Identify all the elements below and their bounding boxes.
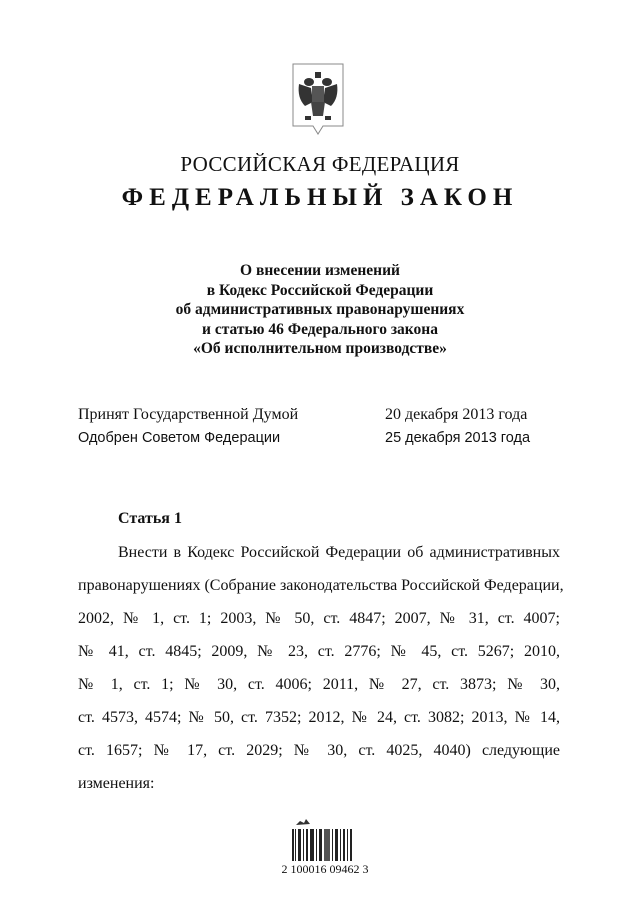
body-line: правонарушениях (Собрание законодательства Российской Федерации, — [78, 577, 564, 594]
title-line: об административных правонарушениях — [175, 301, 465, 318]
approved-council-label: Одобрен Советом Федерации — [78, 430, 281, 446]
title-line: «Об исполнительном производстве» — [193, 340, 447, 357]
country-heading: РОССИЙСКАЯ ФЕДЕРАЦИЯ — [180, 152, 460, 176]
body-line: № 41, ст. 4845; 2009, № 23, ст. 2776; № 45, ст. 5267; 2010, — [78, 643, 560, 660]
body-line: ст. 4573, 4574; № 50, ст. 7352; 2012, № 24, ст. 3082; 2013, № 14, — [78, 709, 560, 726]
barcode — [290, 815, 354, 865]
article-body — [78, 543, 564, 807]
body-line: 2002, № 1, ст. 1; 2003, № 50, ст. 4847; 2007, № 31, ст. 4007; — [78, 610, 560, 627]
approved-council-date: 25 декабря 2013 года — [385, 430, 531, 446]
body-line: Внести в Кодекс Российской Федерации об административных — [118, 544, 560, 561]
law-title — [0, 261, 640, 359]
body-line: № 1, ст. 1; № 30, ст. 4006; 2011, № 27, ст. 3873; № 30, — [78, 676, 560, 693]
adopted-duma-label: Принят Государственной Думой — [78, 406, 299, 423]
law-type-heading: ФЕДЕРАЛЬНЫЙ ЗАКОН — [121, 184, 519, 211]
body-line: ст. 1657; № 17, ст. 2029; № 30, ст. 4025, 4040) следующие — [78, 742, 560, 759]
coat-of-arms-emblem — [291, 62, 345, 138]
adopted-duma-date: 20 декабря 2013 года — [385, 406, 528, 423]
body-line: изменения: — [78, 775, 155, 792]
title-line: в Кодекс Российской Федерации — [206, 281, 434, 299]
title-line: О внесении изменений — [240, 262, 400, 279]
title-line: и статью 46 Федерального закона — [202, 320, 438, 338]
article-heading: Статья 1 — [118, 510, 182, 527]
barcode-number: 2 100016 09462 3 — [281, 862, 369, 876]
